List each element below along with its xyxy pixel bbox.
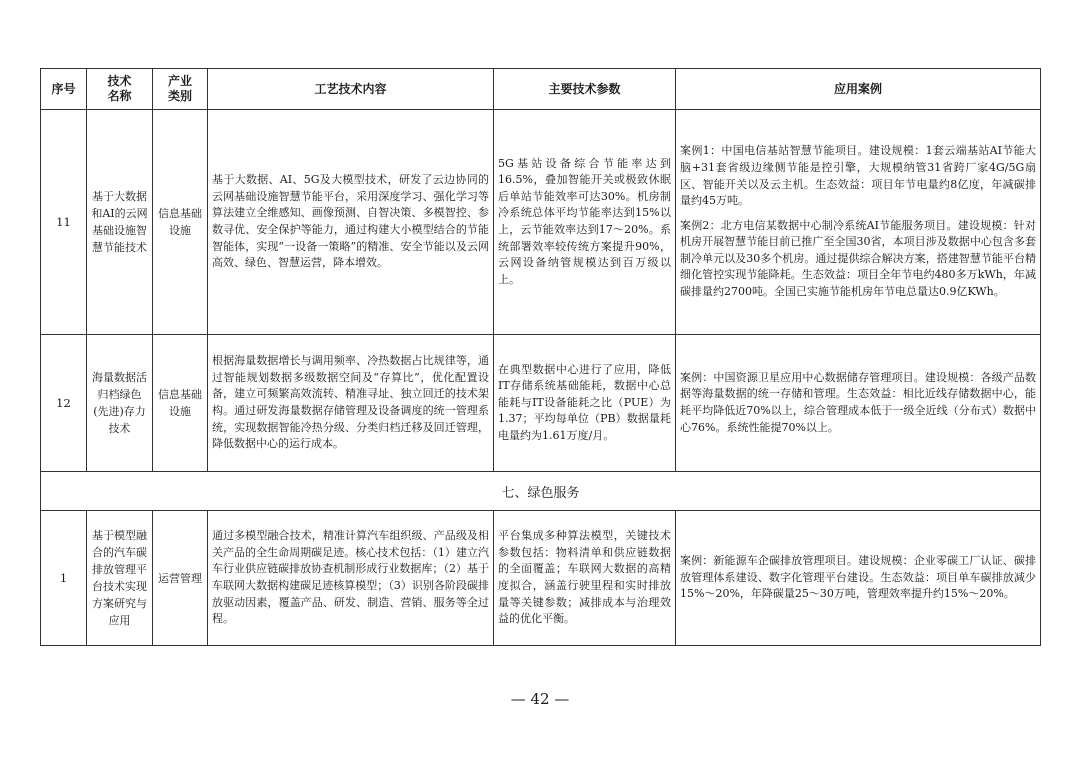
page-number: — 42 —: [510, 690, 570, 708]
technology-table: [40, 68, 1041, 646]
case-text: 案例：中国资源卫星应用中心数据储存管理项目。建设规模：各级产品数据等海量数据的统一存储和管理。生态效益：相比近线存储数据中心，能耗平均降低近70%以上，综合管理成本低于一级全近线（分布式）数据中心76%。系统性能提70%以上。: [680, 370, 1036, 434]
row-category: 信息基础设施: [153, 110, 208, 335]
row-category: 运营管理: [153, 511, 208, 646]
case-text: 案例1：中国电信基站智慧节能项目。建设规模：1套云端基站AI节能大脑+31套省级边缘侧节能是控引擎，大规模纳管31省跨厂家4G/5G扇区、智能开关以及云主机。生态效益：项目年节电量约8亿度，年减碳排量约45万吨。: [680, 144, 1036, 208]
case-text: 案例2：北方电信某数据中心制冷系统AI节能服务项目。建设规模：针对机房开展智慧节能目前已推广至全国30省，本项目涉及数据中心包含多套制冷单元以及30多个机房。通过提供综合解决方案，搭建智慧节能平台精细化管控实现节能降耗。生态效益：项目全年节电约480多万kWh，年减碳排量约2700吨。全国已实施节能机房年节电总量达0.9亿KWh。: [680, 218, 1036, 299]
table-row: [41, 511, 1041, 646]
row-cases: [676, 335, 1041, 472]
row-cases: [676, 110, 1041, 335]
table-header-row: [41, 69, 1041, 110]
row-cases: [676, 511, 1041, 646]
row-tech-name: 基于模型融合的汽车碳排放管理平台技术实现方案研究与应用: [87, 511, 153, 646]
header-category: 产业 类别: [153, 69, 208, 110]
table-row: [41, 110, 1041, 335]
row-process: 根据海量数据增长与调用频率、冷热数据占比规律等，通过智能规划数据多级数据空间及“存算比”，优化配置设备，建立可频繁高效流转、精准寻址、独立回迁的技术架构。通过研发海量数据存储管理及设备调度的统一管理系统，实现数据智能冷热分级、分类归档迁移及回迁管理，降低数据中心的运行成本。: [208, 335, 494, 472]
section-title: 七、绿色服务: [41, 472, 1041, 511]
header-name: 技术 名称: [87, 69, 153, 110]
row-params: 5G基站设备综合节能率达到16.5%，叠加智能开关或极致休眠后单站节能效率可达30%。机房制冷系统总体平均节能率达到15%以上，云节能效率达到17～20%。系统部署效率较传统方案提升90%，云网设备纳管规模达到百万级以上。: [494, 110, 676, 335]
row-seq: 1: [41, 511, 87, 646]
header-cases: 应用案例: [676, 69, 1041, 110]
row-process: 基于大数据、AI、5G及大模型技术，研发了云边协同的云网基础设施智慧节能平台，采用深度学习、强化学习等算法建立全维感知、画像预测、自智决策、多模智控、参数寻优、安全保护等能力，通过构建大小模型结合的节能智能体，实现“一设备一策略”的精准、安全节能以及云网高效、绿色、智慧运营，降本增效。: [208, 110, 494, 335]
header-seq: 序号: [41, 69, 87, 110]
row-category: 信息基础设施: [153, 335, 208, 472]
row-seq: 11: [41, 110, 87, 335]
row-params: 平台集成多种算法模型，关键技术参数包括：物料清单和供应链数据的全面覆盖；车联网大数据的高精度拟合，涵盖行驶里程和实时排放量等关键参数；减排成本与治理效益的优化平衡。: [494, 511, 676, 646]
row-process: 通过多模型融合技术，精准计算汽车组织级、产品级及相关产品的全生命周期碳足迹。核心技术包括：（1）建立汽车行业供应链碳排放协查机制形成行业数据库；（2）基于车联网大数据构建碳足迹核算模型；（3）识别各阶段碳排放驱动因素，覆盖产品、研发、制造、营销、服务等全过程。: [208, 511, 494, 646]
row-tech-name: 基于大数据和AI的云网基础设施智慧节能技术: [87, 110, 153, 335]
header-process: 工艺技术内容: [208, 69, 494, 110]
section-row: [41, 472, 1041, 511]
row-tech-name: 海量数据活归档绿色(先进)存力技术: [87, 335, 153, 472]
case-text: 案例：新能源车企碳排放管理项目。建设规模：企业零碳工厂认证、碳排放管理体系建设、数字化管理平台建设。生态效益：项目单车碳排放减少15%～20%，年降碳量25～30万吨，管理效率提升约15%～20%。: [680, 554, 1036, 601]
header-params: 主要技术参数: [494, 69, 676, 110]
table-row: [41, 335, 1041, 472]
row-seq: 12: [41, 335, 87, 472]
row-params: 在典型数据中心进行了应用，降低IT存储系统基础能耗，数据中心总能耗与IT设备能耗之比（PUE）为1.37；平均每单位（PB）数据量耗电量约为1.61万度/月。: [494, 335, 676, 472]
